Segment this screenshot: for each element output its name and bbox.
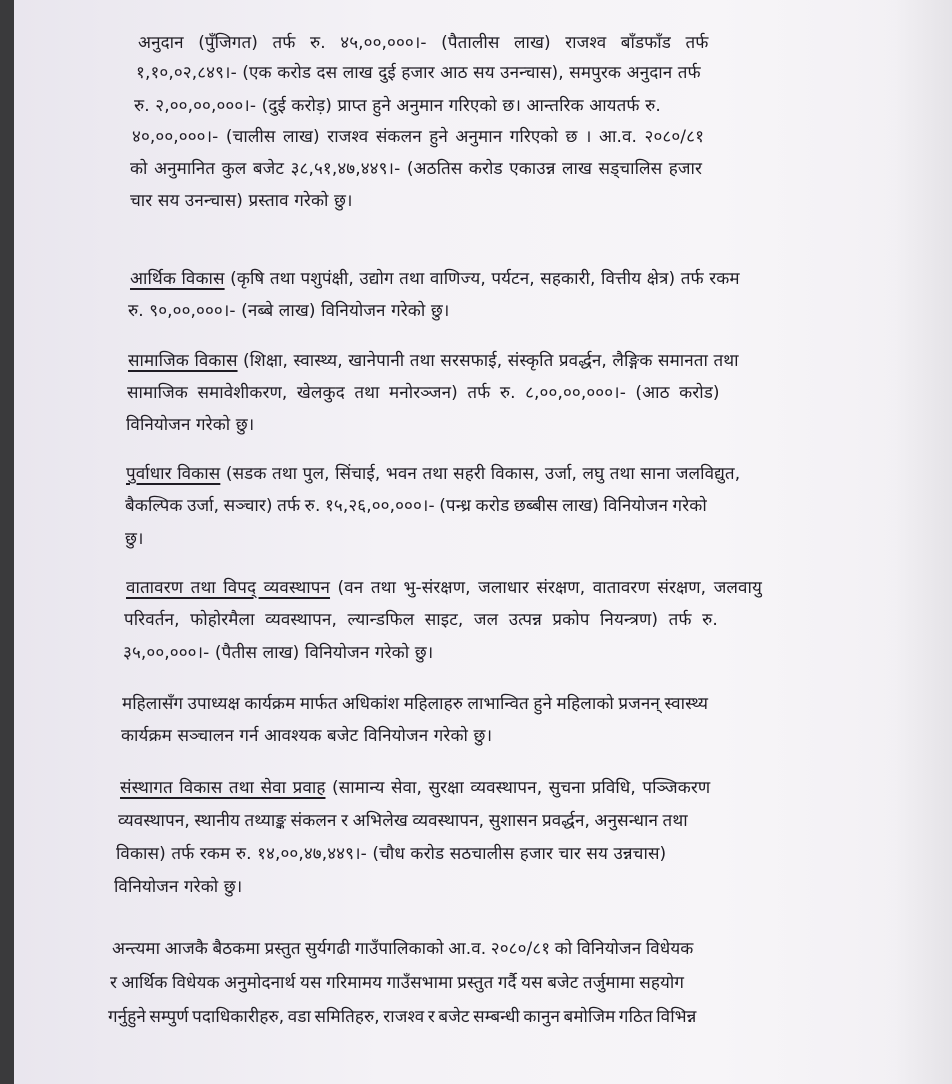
text-line: छु। xyxy=(125,529,144,549)
text-line: ४०,००,०००।- (चालीस लाख) राजश्व संकलन हुने अनुमान गरिएको छ । आ.व. २०८०/८१ xyxy=(132,127,705,147)
text-line: र आर्थिक विधेयक अनुमोदनार्थ यस गरिमामय गाउँसभामा प्रस्तुत गर्दै यस बजेट तर्जुमामा सहयोग xyxy=(110,973,685,993)
text-line xyxy=(130,267,740,291)
section-heading: सामाजिक विकास xyxy=(128,351,238,371)
section-text: (शिक्षा, स्वास्थ्य, खानेपानी तथा सरसफाई, संस्कृति प्रवर्द्धन, लैङ्गिक समानता तथा xyxy=(237,351,739,371)
section-text: (सामान्य सेवा, सुरक्षा व्यवस्थापन, सुचना प्रविधि, पञ्जिकरण xyxy=(325,778,711,798)
section-heading: संस्थागत विकास तथा सेवा प्रवाह xyxy=(120,778,326,798)
text-line: रु. २,००,००,०००।- (दुई करोड़) प्राप्त हुने अनुमान गरिएको छ। आन्तरिक आयतर्फ रु. xyxy=(134,96,661,116)
text-line: विनियोजन गरेको छु। xyxy=(114,877,243,897)
text-line: अन्त्यमा आजकै बैठकमा प्रस्तुत सुर्यगढी गाउँपालिकाको आ.व. २०८०/८१ को विनियोजन विधेयक xyxy=(112,939,694,959)
text-line xyxy=(128,349,739,373)
page-shadow xyxy=(892,0,952,1084)
section-text: (वन तथा भु-संरक्षण, जलाधार संरक्षण, वातावरण संरक्षण, जलवायु xyxy=(330,578,762,598)
section-text: (सडक तथा पुल, सिंचाई, भवन तथा सहरी विकास, उर्जा, लघु तथा साना जलविद्युत, xyxy=(220,464,741,484)
text-line: गर्नुहुने सम्पुर्ण पदाधिकारीहरु, वडा समितिहरु, राजश्व र बजेट सम्बन्धी कानुन बमोजिम गठित विभिन्न xyxy=(108,1007,697,1027)
text-line: सामाजिक समावेशीकरण, खेलकुद तथा मनोरञ्जन) तर्फ रु. ८,००,००,०००।- (आठ करोड) xyxy=(127,383,720,403)
text-line: विकास) तर्फ रकम रु. १४,००,४७,४४९।- (चौध करोड सठचालीस हजार चार सय उन्नचास) xyxy=(116,844,667,864)
text-line: अनुदान (पुँजिगत) तर्फ रु. ४५,००,०००।- (पैतालीस लाख) राजश्व बाँडफाँड तर्फ xyxy=(138,33,709,53)
text-line: को अनुमानित कुल बजेट ३८,५१,४७,४४९।- (अठतिस करोड एकाउन्न लाख सड्चालिस हजार xyxy=(130,159,703,179)
text-line xyxy=(126,576,762,600)
text-line xyxy=(120,776,710,800)
text-line: कार्यक्रम सञ्चालन गर्न आवश्यक बजेट विनियोजन गरेको छु। xyxy=(121,726,493,746)
text-line: व्यवस्थापन, स्थानीय तथ्याङ्क संकलन र अभिलेख व्यवस्थापन, सुशासन प्रवर्द्धन, अनुसन्धान तथा xyxy=(118,811,688,831)
text-line: बैकल्पिक उर्जा, सञ्चार) तर्फ रु. १५,२६,००,०००।- (पन्ध्र करोड छब्बीस लाख) विनियोजन गरेको xyxy=(125,496,707,516)
text-line: विनियोजन गरेको छु। xyxy=(126,415,255,435)
text-line: परिवर्तन, फोहोरमैला व्यवस्थापन, ल्यान्डफिल साइट, जल उत्पन्न प्रकोप नियन्त्रण) तर्फ रु. xyxy=(124,610,718,630)
section-heading: आर्थिक विकास xyxy=(130,269,225,289)
text-line xyxy=(126,462,740,486)
text-line: रु. ९०,००,०००।- (नब्बे लाख) विनियोजन गरेको छु। xyxy=(128,301,450,321)
text-line: १,१०,०२,८४९।- (एक करोड दस लाख दुई हजार आठ सय उनन्चास), समपुरक अनुदान तर्फ xyxy=(136,63,701,83)
section-heading: पुर्वाधार विकास xyxy=(126,464,221,484)
document-page xyxy=(14,0,952,1084)
text-line: चार सय उनन्चास) प्रस्ताव गरेको छु। xyxy=(130,191,353,211)
section-heading: वातावरण तथा विपद् व्यवस्थापन xyxy=(126,578,331,598)
text-line: ३५,००,०००।- (पैतीस लाख) विनियोजन गरेको छु। xyxy=(123,643,434,663)
section-text: (कृषि तथा पशुपंक्षी, उद्योग तथा वाणिज्य, पर्यटन, सहकारी, वित्तीय क्षेत्र) तर्फ रकम xyxy=(224,269,740,289)
text-line: महिलासँग उपाध्यक्ष कार्यक्रम मार्फत अधिकांश महिलाहरु लाभान्वित हुने महिलाको प्रजनन् स्वास्थ्य xyxy=(122,694,709,714)
